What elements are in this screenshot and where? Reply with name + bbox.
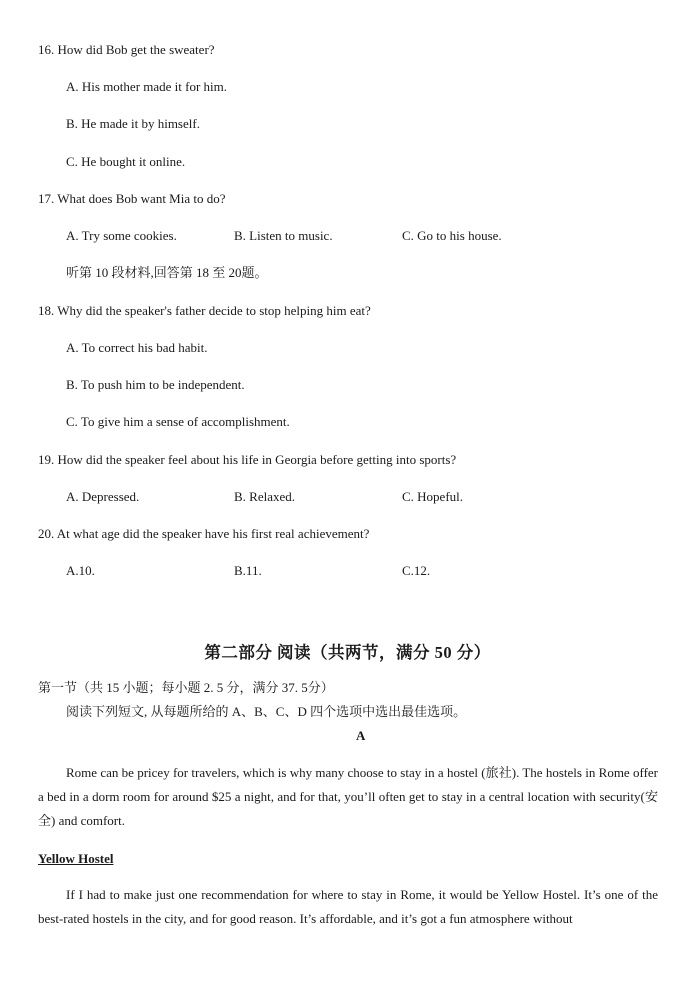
passage-letter: A: [356, 728, 366, 743]
question-19-option-b: B. Relaxed.: [234, 489, 296, 504]
section-instruction: 阅读下列短文, 从每题所给的 A、B、C、D 四个选项中选出最佳选项。: [66, 704, 467, 719]
question-18-option-a: A. To correct his bad habit.: [66, 340, 208, 355]
section-title: 第一节（共 15 小题；每小题 2. 5 分，满分 37. 5分）: [38, 680, 334, 695]
question-20: 20. At what age did the speaker have his first real achievement?: [38, 526, 370, 541]
question-18-option-b: B. To push him to be independent.: [66, 377, 245, 392]
question-19: 19. How did the speaker feel about his life in Georgia before getting into sports?: [38, 452, 457, 467]
question-19-option-a: A. Depressed.: [66, 489, 140, 504]
question-17-option-c: C. Go to his house.: [402, 228, 502, 243]
passage-paragraph-1: Rome can be pricey for travelers, which is why many choose to stay in a hostel (旅社). The hostels in Rome offer a bed in a dorm room for around $25 a night, and for that, you’ll often get to stay in a central location with security(安全) and comfort.: [38, 765, 658, 828]
question-20-option-a: A.10.: [66, 563, 95, 578]
question-17-option-b: B. Listen to music.: [234, 228, 333, 243]
question-19-option-c: C. Hopeful.: [402, 489, 464, 504]
question-20-option-c: C.12.: [402, 563, 431, 578]
question-16-option-a: A. His mother made it for him.: [66, 79, 228, 94]
part-title: 第二部分 阅读（共两节，满分 50 分）: [204, 643, 491, 662]
question-18: 18. Why did the speaker's father decide to stop helping him eat?: [38, 303, 371, 318]
question-16-option-b: B. He made it by himself.: [66, 116, 200, 131]
question-17: 17. What does Bob want Mia to do?: [38, 191, 226, 206]
question-16-option-c: C. He bought it online.: [66, 154, 186, 169]
subheading-yellow-hostel: Yellow Hostel: [38, 851, 114, 866]
passage-paragraph-2: If I had to make just one recommendation for where to stay in Rome, it would be Yellow Hostel. It’s one of the best-rated hostels in the city, and for good reason. It’s affordable, and it’s got a fun atmosphere without: [38, 887, 658, 926]
question-20-option-b: B.11.: [234, 563, 262, 578]
question-18-option-c: C. To give him a sense of accomplishment.: [66, 414, 290, 429]
question-17-option-a: A. Try some cookies.: [66, 228, 177, 243]
listening-instruction: 听第 10 段材料,回答第 18 至 20题。: [66, 265, 268, 280]
question-16: 16. How did Bob get the sweater?: [38, 42, 215, 57]
